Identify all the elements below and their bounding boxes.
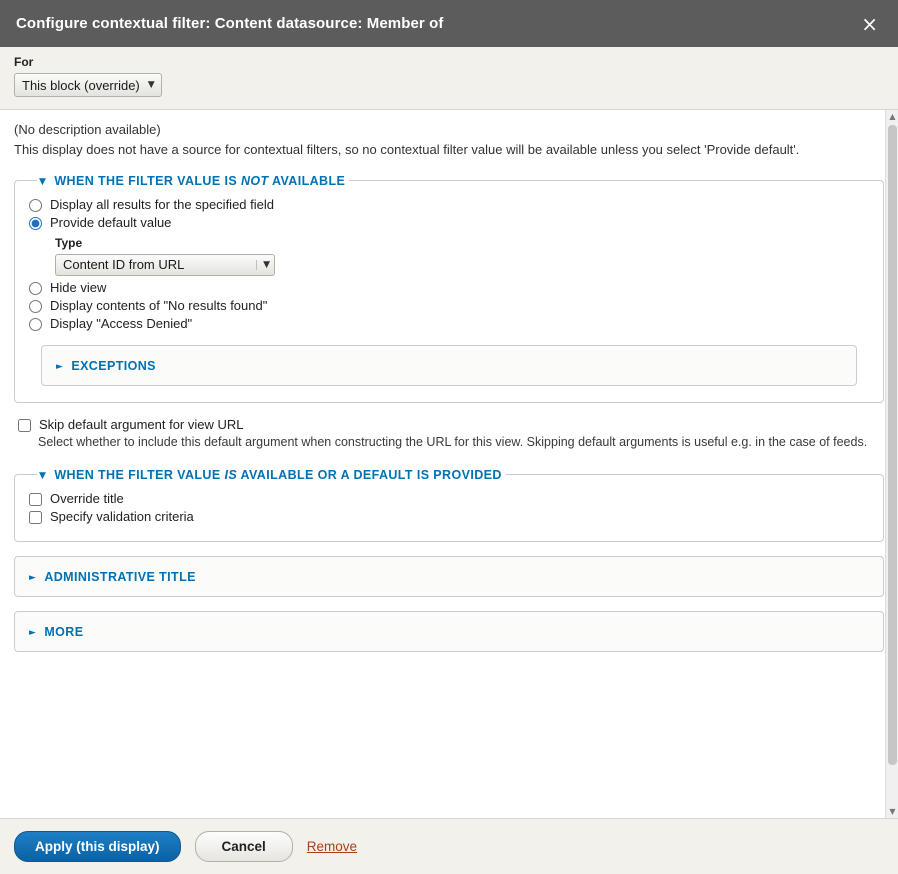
radio-hide-view[interactable] (29, 282, 42, 295)
chevron-right-icon: ► (29, 573, 37, 584)
legend-label: WHEN THE FILTER VALUE IS NOT AVAILABLE (54, 173, 346, 188)
chevron-down-icon: ▼ (256, 260, 270, 270)
default-value-type-field (55, 236, 869, 276)
filter-value-not-available-legend[interactable] (37, 173, 349, 188)
skip-default-argument-help: Select whether to include this default argument when constructing the URL for this view. Skipping default arguments is useful e.g. in the case of feeds. (38, 434, 868, 449)
chevron-down-icon: ▼ (147, 80, 155, 90)
no-description-text: (No description available) (14, 122, 161, 137)
administrative-title-group[interactable] (14, 556, 884, 597)
chevron-down-icon: ▼ (39, 471, 47, 482)
default-type-value: Content ID from URL (63, 257, 185, 273)
option-label: Provide default value (50, 214, 172, 230)
skip-default-argument-section (18, 417, 884, 452)
scroll-down-icon[interactable]: ▼ (886, 805, 898, 818)
scroll-thumb[interactable] (888, 125, 897, 765)
option-display-all-results[interactable] (29, 197, 869, 212)
option-specify-validation-criteria[interactable] (29, 509, 869, 524)
cancel-button[interactable]: Cancel (195, 831, 293, 862)
option-override-title[interactable] (29, 491, 869, 506)
exceptions-panel[interactable] (41, 345, 857, 386)
remove-link[interactable]: Remove (306, 839, 358, 854)
checkbox-override-title[interactable] (29, 493, 42, 506)
option-display-access-denied[interactable] (29, 316, 869, 331)
chevron-right-icon: ► (29, 628, 37, 639)
contextual-filter-help-text: This display does not have a source for contextual filters, so no contextual filter value will be available unless you select 'Provide default'. (14, 142, 800, 157)
dialog-title: Configure contextual filter: Content datasource: Member of (16, 15, 444, 32)
checkbox-skip-default-argument[interactable] (18, 419, 31, 432)
more-group[interactable] (14, 611, 884, 652)
checkbox-specify-validation-criteria[interactable] (29, 511, 42, 524)
type-label: Type (55, 235, 83, 250)
legend-label: WHEN THE FILTER VALUE IS AVAILABLE OR A DEFAULT IS PROVIDED (54, 468, 502, 483)
radio-provide-default-value[interactable] (29, 217, 42, 230)
chevron-right-icon: ► (56, 361, 64, 372)
option-label: Hide view (50, 279, 107, 295)
exceptions-label: EXCEPTIONS (71, 358, 156, 373)
for-label: For (14, 55, 34, 69)
radio-display-all-results[interactable] (29, 199, 42, 212)
scroll-up-icon[interactable]: ▲ (886, 110, 898, 123)
option-display-no-results[interactable] (29, 298, 869, 313)
dialog-titlebar (0, 0, 898, 47)
option-label: Display all results for the specified field (50, 196, 274, 212)
close-icon[interactable]: × (861, 11, 878, 36)
dialog-footer (0, 818, 898, 874)
option-label: Display "Access Denied" (50, 315, 193, 331)
option-hide-view[interactable] (29, 280, 869, 295)
skip-default-argument-option[interactable] (18, 417, 884, 432)
radio-display-no-results[interactable] (29, 300, 42, 313)
display-scope-value: This block (override) (22, 77, 140, 93)
administrative-title-label: ADMINISTRATIVE TITLE (44, 570, 196, 585)
option-label: Specify validation criteria (50, 509, 194, 525)
display-scope-select[interactable] (14, 73, 162, 97)
radio-display-access-denied[interactable] (29, 318, 42, 331)
dialog-scrollbar[interactable] (885, 110, 898, 818)
option-label: Override title (50, 491, 124, 507)
option-provide-default-value[interactable] (29, 215, 869, 230)
more-label: MORE (44, 625, 84, 640)
skip-default-argument-label: Skip default argument for view URL (39, 416, 244, 432)
apply-button[interactable]: Apply (this display) (14, 831, 181, 862)
dialog-body (0, 110, 898, 818)
filter-value-available-group (14, 467, 884, 542)
filter-value-not-available-group (14, 173, 884, 403)
default-type-select[interactable] (55, 254, 275, 276)
option-label: Display contents of "No results found" (50, 297, 268, 313)
for-section (0, 47, 898, 110)
chevron-down-icon: ▼ (39, 176, 47, 187)
filter-value-available-legend[interactable] (37, 467, 506, 482)
